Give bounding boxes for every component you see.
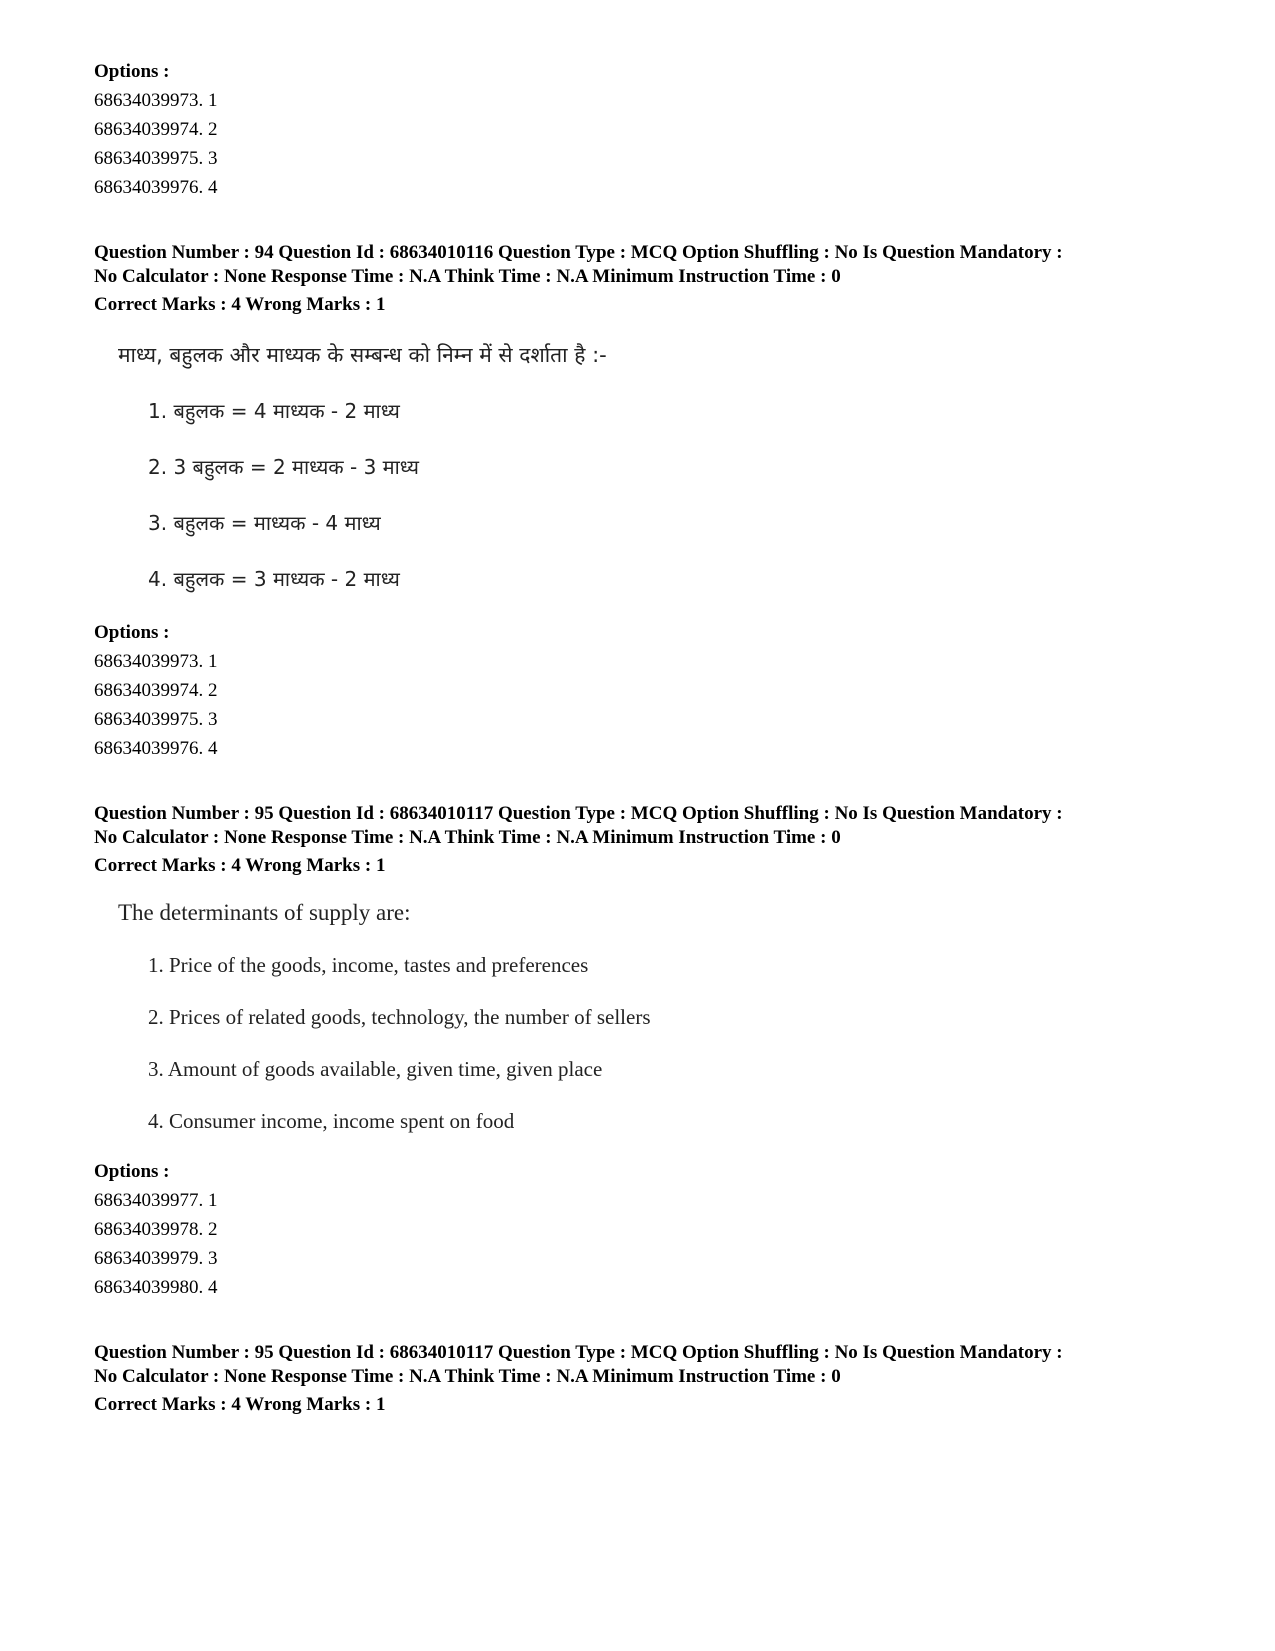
question-95-header (94, 802, 1214, 878)
question-marks: Correct Marks : 4 Wrong Marks : 1 (94, 855, 386, 876)
question-stem: माध्य, बहुलक और माध्यक के सम्बन्ध को निम्न में से दर्शाता है :- (118, 343, 607, 367)
question-94-options (94, 619, 1214, 763)
question-meta-line2: No Calculator : None Response Time : N.A Think Time : N.A Minimum Instruction Time : 0 (94, 266, 841, 287)
question-choice: 4. Consumer income, income spent on food (148, 1109, 515, 1133)
question-meta-line1: Question Number : 95 Question Id : 68634010117 Question Type : MCQ Option Shuffling : No Is Question Mandatory : (94, 1342, 1063, 1363)
question-94-body (118, 340, 1018, 594)
option-item: 68634039976. 4 (94, 177, 218, 198)
options-label: Options : (94, 61, 170, 82)
options-label: Options : (94, 622, 170, 643)
option-item: 68634039973. 1 (94, 651, 218, 672)
option-item: 68634039976. 4 (94, 738, 218, 759)
option-item: 68634039975. 3 (94, 709, 218, 730)
question-meta-line2: No Calculator : None Response Time : N.A Think Time : N.A Minimum Instruction Time : 0 (94, 827, 841, 848)
question-choice: 4. बहुलक = 3 माध्यक - 2 माध्य (148, 567, 400, 591)
options-block-top (94, 58, 1214, 202)
option-item: 68634039974. 2 (94, 680, 218, 701)
option-item: 68634039979. 3 (94, 1248, 218, 1269)
question-94-header (94, 241, 1214, 317)
question-marks: Correct Marks : 4 Wrong Marks : 1 (94, 294, 386, 315)
option-item: 68634039975. 3 (94, 148, 218, 169)
option-item: 68634039974. 2 (94, 119, 218, 140)
question-meta-line2: No Calculator : None Response Time : N.A Think Time : N.A Minimum Instruction Time : 0 (94, 1366, 841, 1387)
option-item: 68634039978. 2 (94, 1219, 218, 1240)
question-choice: 3. Amount of goods available, given time, given place (148, 1057, 603, 1081)
options-label: Options : (94, 1161, 170, 1182)
question-95-body (118, 898, 1018, 1136)
question-choice: 2. 3 बहुलक = 2 माध्यक - 3 माध्य (148, 455, 419, 479)
question-choice: 2. Prices of related goods, technology, the number of sellers (148, 1005, 651, 1029)
question-meta-line1: Question Number : 94 Question Id : 68634010116 Question Type : MCQ Option Shuffling : No Is Question Mandatory : (94, 242, 1063, 263)
question-95b-header (94, 1341, 1214, 1417)
question-choice: 1. बहुलक = 4 माध्यक - 2 माध्य (148, 399, 400, 423)
question-choice: 1. Price of the goods, income, tastes and preferences (148, 953, 589, 977)
option-item: 68634039973. 1 (94, 90, 218, 111)
question-95-options (94, 1158, 1214, 1302)
question-meta-line1: Question Number : 95 Question Id : 68634010117 Question Type : MCQ Option Shuffling : No Is Question Mandatory : (94, 803, 1063, 824)
option-item: 68634039980. 4 (94, 1277, 218, 1298)
option-item: 68634039977. 1 (94, 1190, 218, 1211)
question-marks: Correct Marks : 4 Wrong Marks : 1 (94, 1394, 386, 1415)
question-choice: 3. बहुलक = माध्यक - 4 माध्य (148, 511, 381, 535)
question-stem: The determinants of supply are: (118, 900, 411, 925)
